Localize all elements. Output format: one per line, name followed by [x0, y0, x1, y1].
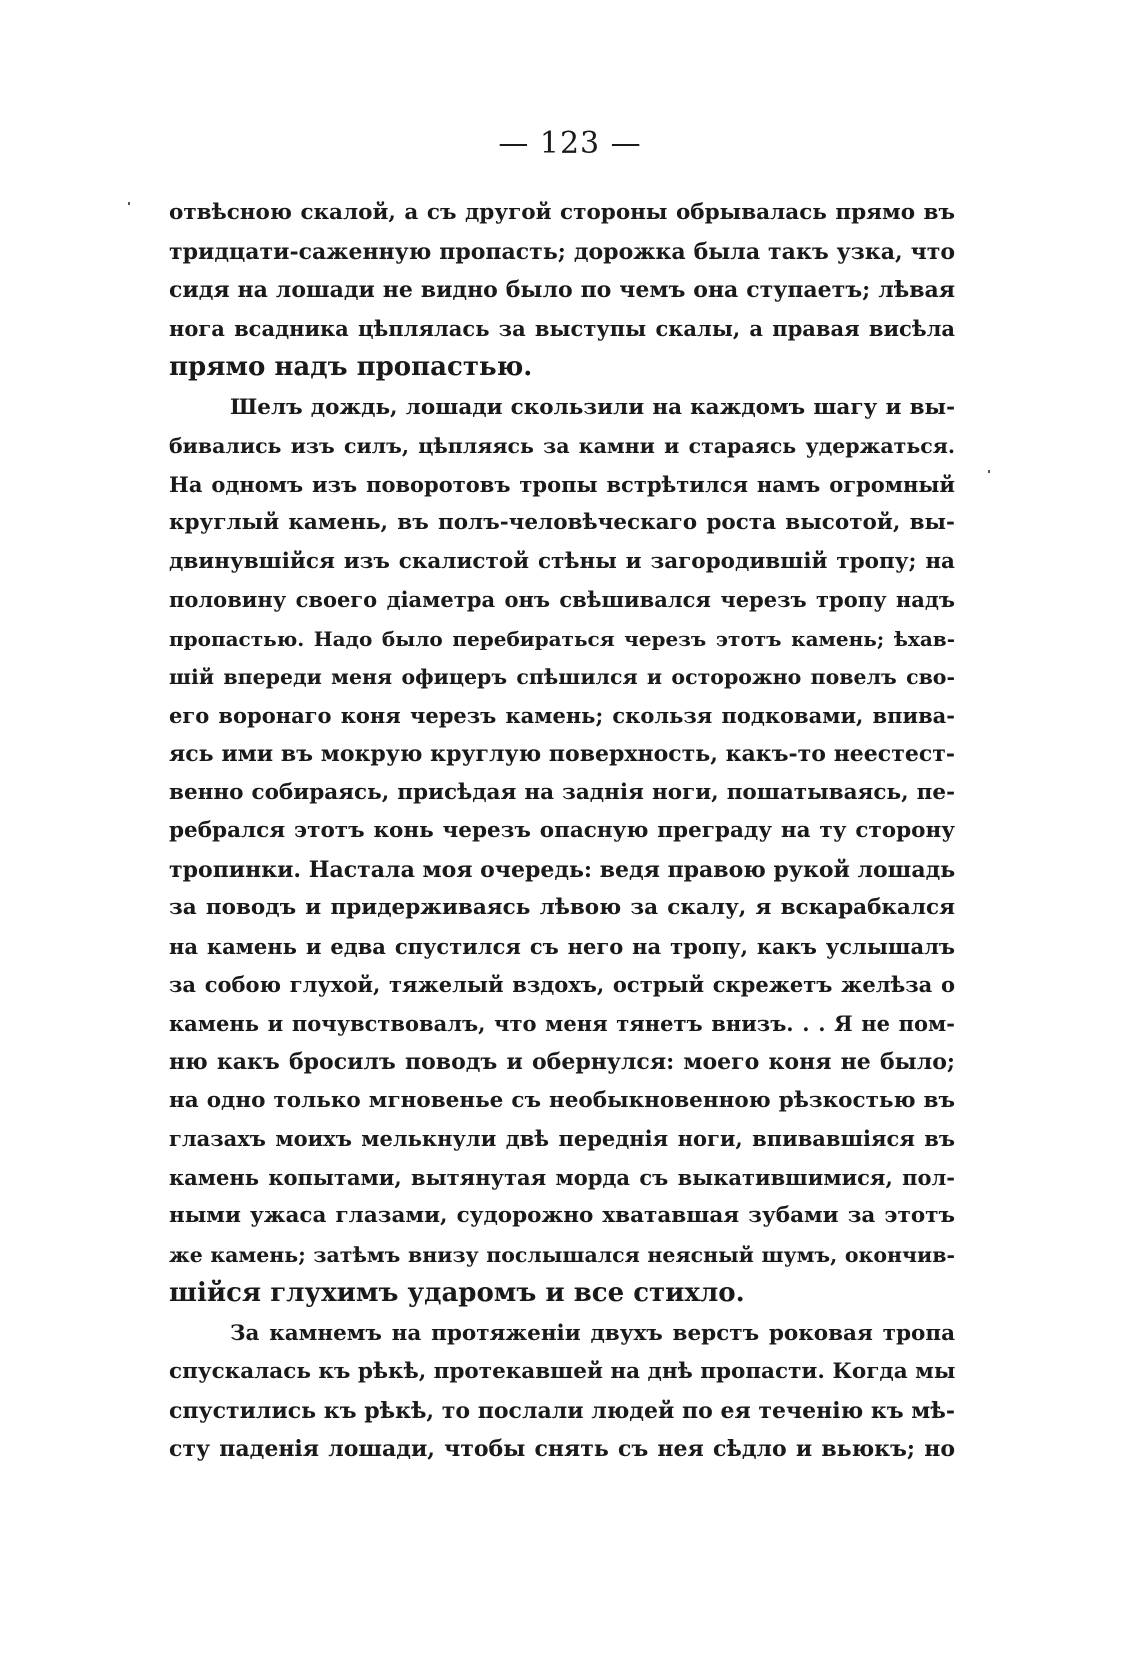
- text-line: На одномъ изъ поворотовъ тропы встрѣтился намъ огромный: [169, 471, 955, 497]
- text-line: ню какъ бросилъ поводъ и обернулся: моего коня не было;: [169, 1049, 955, 1075]
- text-line: сту паденія лошади, чтобы снять съ нея сѣдло и вьюкъ; но: [169, 1436, 955, 1462]
- text-line: за поводъ и придерживаясь лѣвою за скалу, я вскарабкался: [169, 895, 955, 920]
- text-line: ясь ими въ мокрую круглую поверхность, какъ-то неестест-: [169, 741, 955, 767]
- text-line: за собою глухой, тяжелый вздохъ, острый скрежетъ желѣза о: [169, 972, 955, 997]
- text-line: круглый камень, въ полъ-человѣческаго роста высотой, вы-: [169, 510, 955, 535]
- paragraph: [169, 1315, 955, 1469]
- margin-speck: [128, 202, 130, 205]
- text-line: тропинки. Настала моя очередь: ведя правою рукой лошадь: [169, 856, 956, 883]
- paragraph: [169, 389, 955, 1313]
- text-line: нога всадника цѣплялась за выступы скалы, а правая висѣла: [169, 315, 955, 341]
- text-line: шій впереди меня офицеръ спѣшился и осторожно повелъ сво-: [169, 665, 955, 689]
- text-line: спускалась къ рѣкѣ, протекавшей на днѣ пропасти. Когда мы: [169, 1359, 956, 1384]
- text-line: двинувшійся изъ скалистой стѣны и загородившій тропу; на: [169, 548, 955, 574]
- text-line: За камнемъ на протяженіи двухъ верстъ роковая тропа: [230, 1320, 955, 1346]
- text-line: пропастью. Надо было перебираться черезъ этотъ камень; ѣхав-: [169, 626, 955, 651]
- text-line: половину своего діаметра онъ свѣшивался черезъ тропу надъ: [169, 587, 955, 612]
- text-line: Шелъ дождь, лошади скользили на каждомъ шагу и вы-: [230, 394, 955, 420]
- text-line: глазахъ моихъ мелькнули двѣ переднія ноги, впивавшіяся въ: [169, 1126, 955, 1151]
- body-text: [169, 194, 955, 1469]
- text-line: же камень; затѣмъ внизу послышался неясный шумъ, окончив-: [169, 1242, 955, 1267]
- margin-speck: [988, 470, 990, 473]
- text-line: камень и почувствовалъ, что меня тянетъ внизъ. . . Я не пом-: [169, 1010, 955, 1036]
- text-line: ными ужаса глазами, судорожно хватавшая зубами за этотъ: [169, 1203, 955, 1228]
- text-line: бивались изъ силъ, цѣпляясь за камни и стараясь удержаться.: [169, 434, 955, 458]
- text-line: на камень и едва спустился съ него на тропу, какъ услышалъ: [169, 933, 955, 959]
- paragraph: [169, 194, 955, 387]
- text-line: камень копытами, вытянутая морда съ выкатившимися, пол-: [169, 1164, 955, 1190]
- text-line: ребрался этотъ конь черезъ опасную преграду на ту сторону: [169, 818, 955, 843]
- text-line: его воронаго коня черезъ камень; скользя подковами, впива-: [169, 702, 955, 728]
- text-line: прямо надъ пропастью.: [169, 352, 533, 382]
- text-line: тридцати-саженную пропасть; дорожка была такъ узка, что: [169, 238, 955, 265]
- text-line: шійся глухимъ ударомъ и все стихло.: [169, 1278, 745, 1308]
- page-number: — 123 —: [498, 126, 642, 161]
- text-line: на одно только мгновенье съ необыкновенною рѣзкостью въ: [169, 1087, 955, 1113]
- text-line: отвѣсною скалой, а съ другой стороны обрывалась прямо въ: [169, 200, 955, 225]
- text-line: сидя на лошади не видно было по чемъ она ступаетъ; лѣвая: [169, 277, 955, 303]
- text-line: венно собираясь, присѣдая на заднія ноги, пошатываясь, пе-: [169, 779, 955, 805]
- text-line: спустились къ рѣкѣ, то послали людей по ея теченію къ мѣ-: [169, 1397, 955, 1424]
